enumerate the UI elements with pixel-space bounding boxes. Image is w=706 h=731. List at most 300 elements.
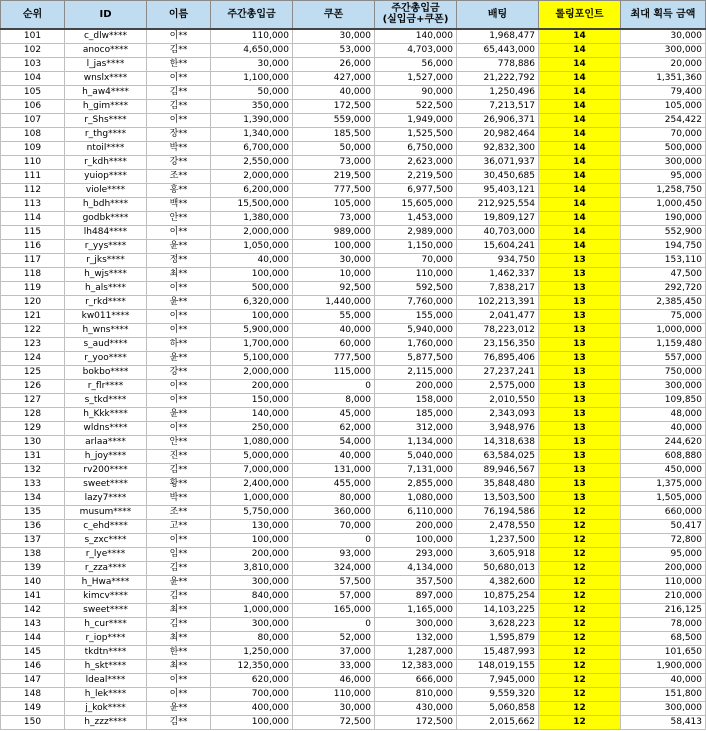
id-cell: h_zzz**** bbox=[65, 715, 147, 729]
table-row bbox=[1, 449, 706, 463]
rank-cell: 143 bbox=[1, 617, 65, 631]
table-row bbox=[1, 169, 706, 183]
header-betting: 배팅 bbox=[457, 1, 539, 29]
header-coupon: 쿠폰 bbox=[293, 1, 375, 29]
name-cell: 강** bbox=[147, 365, 211, 379]
table-row bbox=[1, 281, 706, 295]
betting-cell: 1,237,500 bbox=[457, 533, 539, 547]
name-cell: 장** bbox=[147, 127, 211, 141]
rolling-points-cell: 12 bbox=[539, 575, 621, 589]
rank-cell: 116 bbox=[1, 239, 65, 253]
weekly-deposit-cell: 1,000,000 bbox=[211, 603, 293, 617]
id-cell: kimcv**** bbox=[65, 589, 147, 603]
max-reward-cell: 110,000 bbox=[621, 575, 706, 589]
coupon-cell: 92,500 bbox=[293, 281, 375, 295]
max-reward-cell: 20,000 bbox=[621, 57, 706, 71]
coupon-cell: 427,000 bbox=[293, 71, 375, 85]
name-cell: 이** bbox=[147, 225, 211, 239]
max-reward-cell: 1,505,000 bbox=[621, 491, 706, 505]
max-reward-cell: 47,500 bbox=[621, 267, 706, 281]
rank-cell: 102 bbox=[1, 43, 65, 57]
betting-cell: 102,213,391 bbox=[457, 295, 539, 309]
table-row bbox=[1, 141, 706, 155]
max-reward-cell: 608,880 bbox=[621, 449, 706, 463]
header-rolling-points: 롤링포인트 bbox=[539, 1, 621, 29]
table-row bbox=[1, 267, 706, 281]
rank-cell: 149 bbox=[1, 701, 65, 715]
id-cell: r_lye**** bbox=[65, 547, 147, 561]
rank-cell: 103 bbox=[1, 57, 65, 71]
name-cell: 한** bbox=[147, 57, 211, 71]
max-reward-cell: 1,900,000 bbox=[621, 659, 706, 673]
weekly-total-cell: 4,703,000 bbox=[375, 43, 457, 57]
coupon-cell: 324,000 bbox=[293, 561, 375, 575]
name-cell: 박** bbox=[147, 141, 211, 155]
coupon-cell: 73,000 bbox=[293, 211, 375, 225]
rolling-points-cell: 12 bbox=[539, 687, 621, 701]
id-cell: wnslx**** bbox=[65, 71, 147, 85]
id-cell: ldeal**** bbox=[65, 673, 147, 687]
rank-cell: 119 bbox=[1, 281, 65, 295]
rolling-points-cell: 13 bbox=[539, 351, 621, 365]
id-cell: sweet**** bbox=[65, 477, 147, 491]
weekly-deposit-cell: 80,000 bbox=[211, 631, 293, 645]
table-row bbox=[1, 71, 706, 85]
rolling-points-cell: 14 bbox=[539, 85, 621, 99]
name-cell: 한** bbox=[147, 645, 211, 659]
name-cell: 이** bbox=[147, 673, 211, 687]
max-reward-cell: 1,375,000 bbox=[621, 477, 706, 491]
rank-cell: 148 bbox=[1, 687, 65, 701]
rank-cell: 123 bbox=[1, 337, 65, 351]
id-cell: viole**** bbox=[65, 183, 147, 197]
weekly-deposit-cell: 100,000 bbox=[211, 715, 293, 729]
weekly-deposit-cell: 1,100,000 bbox=[211, 71, 293, 85]
rolling-points-cell: 13 bbox=[539, 449, 621, 463]
id-cell: r_zza**** bbox=[65, 561, 147, 575]
table-row bbox=[1, 225, 706, 239]
table-row bbox=[1, 295, 706, 309]
betting-cell: 1,595,879 bbox=[457, 631, 539, 645]
name-cell: 백** bbox=[147, 197, 211, 211]
name-cell: 최** bbox=[147, 659, 211, 673]
table-row bbox=[1, 57, 706, 71]
weekly-deposit-cell: 1,390,000 bbox=[211, 113, 293, 127]
coupon-cell: 45,000 bbox=[293, 407, 375, 421]
weekly-total-cell: 140,000 bbox=[375, 29, 457, 44]
betting-cell: 7,213,517 bbox=[457, 99, 539, 113]
weekly-total-cell: 90,000 bbox=[375, 85, 457, 99]
table-row bbox=[1, 323, 706, 337]
weekly-total-cell: 5,877,500 bbox=[375, 351, 457, 365]
weekly-total-cell: 1,527,000 bbox=[375, 71, 457, 85]
rank-cell: 130 bbox=[1, 435, 65, 449]
weekly-deposit-cell: 5,900,000 bbox=[211, 323, 293, 337]
weekly-total-cell: 70,000 bbox=[375, 253, 457, 267]
table-row bbox=[1, 351, 706, 365]
name-cell: 하** bbox=[147, 337, 211, 351]
max-reward-cell: 210,000 bbox=[621, 589, 706, 603]
id-cell: r_rkd**** bbox=[65, 295, 147, 309]
coupon-cell: 57,000 bbox=[293, 589, 375, 603]
betting-cell: 2,343,093 bbox=[457, 407, 539, 421]
weekly-deposit-cell: 2,000,000 bbox=[211, 169, 293, 183]
weekly-total-cell: 185,000 bbox=[375, 407, 457, 421]
coupon-cell: 777,500 bbox=[293, 183, 375, 197]
rank-cell: 144 bbox=[1, 631, 65, 645]
rank-cell: 121 bbox=[1, 309, 65, 323]
weekly-deposit-cell: 140,000 bbox=[211, 407, 293, 421]
betting-cell: 30,450,685 bbox=[457, 169, 539, 183]
rank-cell: 117 bbox=[1, 253, 65, 267]
rank-cell: 112 bbox=[1, 183, 65, 197]
betting-cell: 76,895,406 bbox=[457, 351, 539, 365]
coupon-cell: 30,000 bbox=[293, 253, 375, 267]
table-row bbox=[1, 463, 706, 477]
rank-cell: 115 bbox=[1, 225, 65, 239]
max-reward-cell: 95,000 bbox=[621, 169, 706, 183]
weekly-deposit-cell: 12,350,000 bbox=[211, 659, 293, 673]
weekly-total-cell: 300,000 bbox=[375, 617, 457, 631]
table-row bbox=[1, 673, 706, 687]
id-cell: yuiop**** bbox=[65, 169, 147, 183]
max-reward-cell: 101,650 bbox=[621, 645, 706, 659]
rolling-points-cell: 14 bbox=[539, 71, 621, 85]
rolling-points-cell: 13 bbox=[539, 407, 621, 421]
weekly-total-cell: 200,000 bbox=[375, 519, 457, 533]
weekly-total-cell: 592,500 bbox=[375, 281, 457, 295]
weekly-total-cell: 6,110,000 bbox=[375, 505, 457, 519]
weekly-total-cell: 132,000 bbox=[375, 631, 457, 645]
coupon-cell: 131,000 bbox=[293, 463, 375, 477]
rank-cell: 108 bbox=[1, 127, 65, 141]
id-cell: h_als**** bbox=[65, 281, 147, 295]
id-cell: lazy7**** bbox=[65, 491, 147, 505]
coupon-cell: 30,000 bbox=[293, 701, 375, 715]
rolling-points-cell: 13 bbox=[539, 267, 621, 281]
coupon-cell: 50,000 bbox=[293, 141, 375, 155]
rolling-points-cell: 14 bbox=[539, 113, 621, 127]
name-cell: 윤** bbox=[147, 575, 211, 589]
betting-cell: 65,443,000 bbox=[457, 43, 539, 57]
weekly-total-cell: 5,040,000 bbox=[375, 449, 457, 463]
weekly-total-cell: 1,134,000 bbox=[375, 435, 457, 449]
id-cell: ntoil**** bbox=[65, 141, 147, 155]
table-row bbox=[1, 701, 706, 715]
rolling-points-cell: 13 bbox=[539, 421, 621, 435]
name-cell: 이** bbox=[147, 687, 211, 701]
id-cell: r_iop**** bbox=[65, 631, 147, 645]
betting-cell: 1,462,337 bbox=[457, 267, 539, 281]
id-cell: h_cur**** bbox=[65, 617, 147, 631]
weekly-deposit-cell: 110,000 bbox=[211, 29, 293, 44]
rank-cell: 127 bbox=[1, 393, 65, 407]
betting-cell: 934,750 bbox=[457, 253, 539, 267]
id-cell: h_skt**** bbox=[65, 659, 147, 673]
weekly-total-cell: 1,949,000 bbox=[375, 113, 457, 127]
rolling-points-cell: 13 bbox=[539, 435, 621, 449]
max-reward-cell: 200,000 bbox=[621, 561, 706, 575]
weekly-deposit-cell: 150,000 bbox=[211, 393, 293, 407]
table-row bbox=[1, 575, 706, 589]
weekly-total-cell: 155,000 bbox=[375, 309, 457, 323]
name-cell: 박** bbox=[147, 491, 211, 505]
name-cell: 이** bbox=[147, 533, 211, 547]
max-reward-cell: 109,850 bbox=[621, 393, 706, 407]
id-cell: h_bdh**** bbox=[65, 197, 147, 211]
rolling-points-cell: 12 bbox=[539, 547, 621, 561]
table-row bbox=[1, 393, 706, 407]
weekly-deposit-cell: 40,000 bbox=[211, 253, 293, 267]
weekly-deposit-cell: 2,400,000 bbox=[211, 477, 293, 491]
coupon-cell: 26,000 bbox=[293, 57, 375, 71]
rank-cell: 107 bbox=[1, 113, 65, 127]
id-cell: bokbo**** bbox=[65, 365, 147, 379]
rank-cell: 126 bbox=[1, 379, 65, 393]
weekly-deposit-cell: 350,000 bbox=[211, 99, 293, 113]
rolling-points-cell: 12 bbox=[539, 519, 621, 533]
betting-cell: 50,680,013 bbox=[457, 561, 539, 575]
max-reward-cell: 72,800 bbox=[621, 533, 706, 547]
max-reward-cell: 95,000 bbox=[621, 547, 706, 561]
id-cell: tkdtn**** bbox=[65, 645, 147, 659]
name-cell: 이** bbox=[147, 113, 211, 127]
rolling-points-cell: 13 bbox=[539, 309, 621, 323]
betting-cell: 2,015,662 bbox=[457, 715, 539, 729]
betting-cell: 3,628,223 bbox=[457, 617, 539, 631]
weekly-total-cell: 4,134,000 bbox=[375, 561, 457, 575]
rank-cell: 139 bbox=[1, 561, 65, 575]
rank-cell: 124 bbox=[1, 351, 65, 365]
weekly-total-cell: 312,000 bbox=[375, 421, 457, 435]
weekly-total-cell: 2,219,500 bbox=[375, 169, 457, 183]
weekly-total-cell: 200,000 bbox=[375, 379, 457, 393]
weekly-total-cell: 6,750,000 bbox=[375, 141, 457, 155]
name-cell: 윤** bbox=[147, 295, 211, 309]
rolling-points-cell: 14 bbox=[539, 29, 621, 44]
coupon-cell: 219,500 bbox=[293, 169, 375, 183]
weekly-total-cell: 6,977,500 bbox=[375, 183, 457, 197]
weekly-deposit-cell: 7,000,000 bbox=[211, 463, 293, 477]
betting-cell: 36,071,937 bbox=[457, 155, 539, 169]
name-cell: 임** bbox=[147, 547, 211, 561]
id-cell: c_dlw**** bbox=[65, 29, 147, 44]
coupon-cell: 165,000 bbox=[293, 603, 375, 617]
table-row bbox=[1, 211, 706, 225]
weekly-total-cell: 5,940,000 bbox=[375, 323, 457, 337]
table-row bbox=[1, 491, 706, 505]
rank-cell: 140 bbox=[1, 575, 65, 589]
max-reward-cell: 2,385,450 bbox=[621, 295, 706, 309]
name-cell: 진** bbox=[147, 449, 211, 463]
coupon-cell: 52,000 bbox=[293, 631, 375, 645]
rank-cell: 118 bbox=[1, 267, 65, 281]
max-reward-cell: 750,000 bbox=[621, 365, 706, 379]
coupon-cell: 80,000 bbox=[293, 491, 375, 505]
max-reward-cell: 300,000 bbox=[621, 701, 706, 715]
table-row bbox=[1, 687, 706, 701]
coupon-cell: 185,500 bbox=[293, 127, 375, 141]
id-cell: h_lek**** bbox=[65, 687, 147, 701]
max-reward-cell: 1,000,450 bbox=[621, 197, 706, 211]
weekly-total-cell: 7,760,000 bbox=[375, 295, 457, 309]
rank-cell: 136 bbox=[1, 519, 65, 533]
rank-cell: 138 bbox=[1, 547, 65, 561]
weekly-total-cell: 666,000 bbox=[375, 673, 457, 687]
rank-cell: 150 bbox=[1, 715, 65, 729]
weekly-deposit-cell: 5,750,000 bbox=[211, 505, 293, 519]
table-row bbox=[1, 477, 706, 491]
betting-cell: 78,223,012 bbox=[457, 323, 539, 337]
betting-cell: 92,832,300 bbox=[457, 141, 539, 155]
weekly-total-cell: 1,150,000 bbox=[375, 239, 457, 253]
max-reward-cell: 1,351,360 bbox=[621, 71, 706, 85]
table-row bbox=[1, 99, 706, 113]
betting-cell: 89,946,567 bbox=[457, 463, 539, 477]
name-cell: 정** bbox=[147, 253, 211, 267]
weekly-total-cell: 12,383,000 bbox=[375, 659, 457, 673]
rank-cell: 135 bbox=[1, 505, 65, 519]
rank-cell: 113 bbox=[1, 197, 65, 211]
weekly-deposit-cell: 1,700,000 bbox=[211, 337, 293, 351]
table-row bbox=[1, 197, 706, 211]
rolling-points-cell: 12 bbox=[539, 659, 621, 673]
id-cell: anoco**** bbox=[65, 43, 147, 57]
betting-cell: 3,605,918 bbox=[457, 547, 539, 561]
coupon-cell: 360,000 bbox=[293, 505, 375, 519]
max-reward-cell: 660,000 bbox=[621, 505, 706, 519]
rolling-points-cell: 14 bbox=[539, 141, 621, 155]
betting-cell: 15,604,241 bbox=[457, 239, 539, 253]
rolling-points-cell: 13 bbox=[539, 491, 621, 505]
id-cell: musum**** bbox=[65, 505, 147, 519]
rank-cell: 106 bbox=[1, 99, 65, 113]
rank-cell: 109 bbox=[1, 141, 65, 155]
coupon-cell: 40,000 bbox=[293, 323, 375, 337]
rolling-points-cell: 13 bbox=[539, 477, 621, 491]
table-row bbox=[1, 29, 706, 44]
weekly-deposit-cell: 5,000,000 bbox=[211, 449, 293, 463]
table-row bbox=[1, 519, 706, 533]
rolling-points-cell: 14 bbox=[539, 197, 621, 211]
max-reward-cell: 58,413 bbox=[621, 715, 706, 729]
rolling-points-cell: 14 bbox=[539, 57, 621, 71]
weekly-deposit-cell: 2,550,000 bbox=[211, 155, 293, 169]
betting-cell: 2,010,550 bbox=[457, 393, 539, 407]
coupon-cell: 172,500 bbox=[293, 99, 375, 113]
rolling-points-cell: 12 bbox=[539, 533, 621, 547]
rank-cell: 132 bbox=[1, 463, 65, 477]
coupon-cell: 60,000 bbox=[293, 337, 375, 351]
weekly-deposit-cell: 15,500,000 bbox=[211, 197, 293, 211]
max-reward-cell: 105,000 bbox=[621, 99, 706, 113]
max-reward-cell: 244,620 bbox=[621, 435, 706, 449]
weekly-total-cell: 522,500 bbox=[375, 99, 457, 113]
table-row bbox=[1, 603, 706, 617]
id-cell: lh484**** bbox=[65, 225, 147, 239]
rank-cell: 147 bbox=[1, 673, 65, 687]
coupon-cell: 0 bbox=[293, 379, 375, 393]
weekly-total-cell: 1,453,000 bbox=[375, 211, 457, 225]
name-cell: 김** bbox=[147, 463, 211, 477]
max-reward-cell: 552,900 bbox=[621, 225, 706, 239]
weekly-deposit-cell: 1,380,000 bbox=[211, 211, 293, 225]
id-cell: r_kdh**** bbox=[65, 155, 147, 169]
betting-cell: 778,886 bbox=[457, 57, 539, 71]
weekly-total-cell: 430,000 bbox=[375, 701, 457, 715]
weekly-deposit-cell: 4,650,000 bbox=[211, 43, 293, 57]
weekly-total-cell: 15,605,000 bbox=[375, 197, 457, 211]
rank-cell: 105 bbox=[1, 85, 65, 99]
betting-cell: 7,838,217 bbox=[457, 281, 539, 295]
id-cell: s_zxc**** bbox=[65, 533, 147, 547]
rolling-points-cell: 12 bbox=[539, 631, 621, 645]
coupon-cell: 8,000 bbox=[293, 393, 375, 407]
max-reward-cell: 40,000 bbox=[621, 421, 706, 435]
rolling-points-cell: 13 bbox=[539, 337, 621, 351]
weekly-deposit-cell: 250,000 bbox=[211, 421, 293, 435]
rolling-points-cell: 14 bbox=[539, 225, 621, 239]
weekly-total-cell: 1,165,000 bbox=[375, 603, 457, 617]
betting-cell: 95,403,121 bbox=[457, 183, 539, 197]
id-cell: h_Kkk**** bbox=[65, 407, 147, 421]
coupon-cell: 37,000 bbox=[293, 645, 375, 659]
betting-cell: 1,968,477 bbox=[457, 29, 539, 44]
betting-cell: 1,250,496 bbox=[457, 85, 539, 99]
max-reward-cell: 78,000 bbox=[621, 617, 706, 631]
header-weekly-total: 주간총입금 (실입금+쿠폰) bbox=[375, 1, 457, 29]
max-reward-cell: 70,000 bbox=[621, 127, 706, 141]
rank-cell: 110 bbox=[1, 155, 65, 169]
rolling-points-cell: 13 bbox=[539, 365, 621, 379]
max-reward-cell: 300,000 bbox=[621, 155, 706, 169]
rolling-points-cell: 14 bbox=[539, 127, 621, 141]
betting-cell: 14,318,638 bbox=[457, 435, 539, 449]
weekly-deposit-cell: 840,000 bbox=[211, 589, 293, 603]
betting-cell: 10,875,254 bbox=[457, 589, 539, 603]
weekly-total-cell: 2,989,000 bbox=[375, 225, 457, 239]
betting-cell: 27,237,241 bbox=[457, 365, 539, 379]
table-row bbox=[1, 43, 706, 57]
max-reward-cell: 68,500 bbox=[621, 631, 706, 645]
coupon-cell: 73,000 bbox=[293, 155, 375, 169]
name-cell: 최** bbox=[147, 603, 211, 617]
max-reward-cell: 30,000 bbox=[621, 29, 706, 44]
rolling-points-cell: 14 bbox=[539, 183, 621, 197]
coupon-cell: 10,000 bbox=[293, 267, 375, 281]
weekly-deposit-cell: 400,000 bbox=[211, 701, 293, 715]
table-row bbox=[1, 379, 706, 393]
weekly-deposit-cell: 100,000 bbox=[211, 267, 293, 281]
table-body bbox=[1, 29, 706, 730]
rank-cell: 142 bbox=[1, 603, 65, 617]
rolling-points-cell: 13 bbox=[539, 295, 621, 309]
name-cell: 이** bbox=[147, 309, 211, 323]
name-cell: 최** bbox=[147, 631, 211, 645]
id-cell: h_gim**** bbox=[65, 99, 147, 113]
coupon-cell: 115,000 bbox=[293, 365, 375, 379]
coupon-cell: 455,000 bbox=[293, 477, 375, 491]
table-row bbox=[1, 253, 706, 267]
name-cell: 이** bbox=[147, 71, 211, 85]
max-reward-cell: 153,110 bbox=[621, 253, 706, 267]
weekly-deposit-cell: 1,000,000 bbox=[211, 491, 293, 505]
table-row bbox=[1, 645, 706, 659]
id-cell: s_tkd**** bbox=[65, 393, 147, 407]
rolling-points-cell: 14 bbox=[539, 155, 621, 169]
max-reward-cell: 40,000 bbox=[621, 673, 706, 687]
weekly-total-cell: 1,287,000 bbox=[375, 645, 457, 659]
